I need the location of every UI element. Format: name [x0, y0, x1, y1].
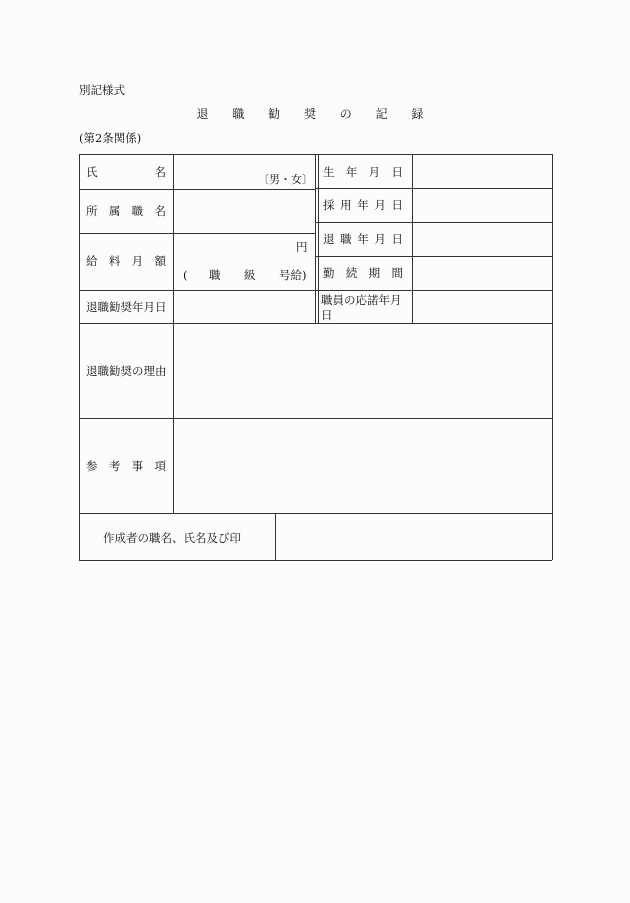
yen-unit: 円	[296, 240, 308, 254]
recommend-date-label: 退職勧奨年月日	[86, 300, 167, 314]
retire-date-label: 退 職 年 月 日	[323, 232, 403, 246]
consent-date-label-1: 職員の応諾年月	[321, 293, 402, 307]
reason-label: 退職勧奨の理由	[86, 364, 167, 378]
notes-label: 参 考 事 項	[86, 459, 166, 473]
salary-grade	[183, 268, 309, 282]
sex-option: 〔男・女〕	[258, 173, 313, 186]
grade-gokyu: 号給)	[279, 268, 307, 282]
grade-shoku: 職	[209, 268, 221, 282]
article-reference: (第2条関係)	[79, 131, 142, 145]
author-label: 作成者の職名、氏名及び印	[103, 531, 241, 545]
consent-date-label-2: 日	[321, 308, 333, 322]
birth-date-label: 生 年 月 日	[323, 165, 403, 179]
grade-open: (	[183, 268, 188, 282]
grade-kyu: 級	[244, 268, 256, 282]
form-caption: 別記様式	[79, 83, 125, 97]
service-period-label: 勤 続 期 間	[323, 266, 403, 280]
salary-label: 給 料 月 額	[86, 254, 166, 268]
department-label: 所 属 職 名	[86, 204, 166, 218]
hire-date-label: 採 用 年 月 日	[323, 198, 403, 212]
name-label: 氏 名	[86, 165, 166, 179]
document-title: 退 職 勧 奨 の 記 録	[196, 107, 434, 121]
